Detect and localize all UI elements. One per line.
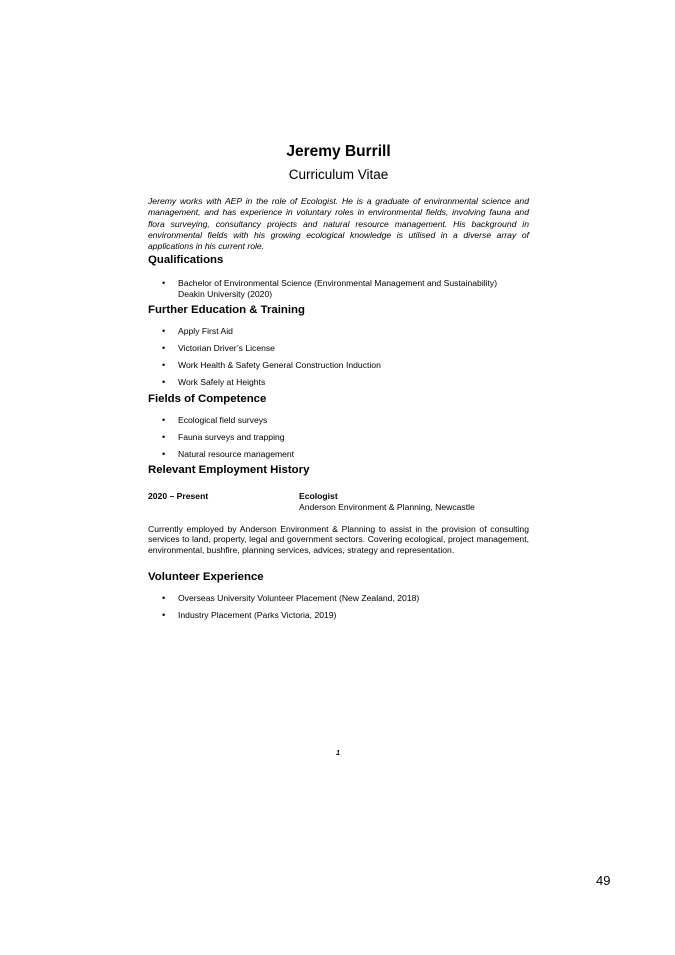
employment-period: 2020 – Present [148, 491, 209, 501]
list-item [148, 415, 529, 426]
bullet-icon: • [162, 432, 166, 442]
qualification-degree: Bachelor of Environmental Science (Environmental Management and Sustainability) [178, 278, 498, 288]
fields-of-competence-list [148, 415, 529, 466]
section-page-marker: 1 [336, 750, 340, 757]
page-number: 49 [596, 873, 611, 888]
list-item [148, 449, 529, 460]
volunteer-list [148, 593, 529, 627]
employment-role: Ecologist [299, 491, 338, 501]
list-item [148, 610, 529, 621]
bullet-icon: • [162, 278, 166, 288]
list-item [148, 593, 529, 604]
list-item-text: Ecological field surveys [178, 415, 268, 425]
list-item [148, 278, 529, 300]
list-item-text: Natural resource management [178, 449, 295, 459]
employment-organisation: Anderson Environment & Planning, Newcastle [299, 502, 475, 512]
bullet-icon: • [162, 360, 166, 370]
qualifications-list [148, 278, 529, 300]
fields-of-competence-heading: Fields of Competence [148, 393, 267, 405]
bullet-icon: • [162, 449, 166, 459]
qualifications-heading: Qualifications [148, 254, 224, 266]
bullet-icon: • [162, 377, 166, 387]
bullet-icon: • [162, 343, 166, 353]
cv-subtitle: Curriculum Vitae [288, 167, 389, 182]
bullet-icon: • [162, 326, 166, 336]
list-item [148, 326, 529, 337]
list-item-text: Industry Placement (Parks Victoria, 2019) [178, 610, 337, 620]
bullet-icon: • [162, 593, 166, 603]
list-item-text: Work Health & Safety General Construction Induction [178, 360, 381, 370]
list-item-text: Fauna surveys and trapping [178, 432, 285, 442]
further-education-heading: Further Education & Training [148, 304, 305, 316]
list-item [148, 432, 529, 443]
list-item-text: Work Safely at Heights [178, 377, 266, 387]
employment-description: Currently employed by Anderson Environment & Planning to assist in the provision of consulting services to land, property, legal and government sectors. Covering ecological, project management, environmental, bushfire, planning services, advices, strategy and representation. [148, 524, 529, 555]
list-item [148, 360, 529, 371]
volunteer-heading: Volunteer Experience [148, 571, 264, 583]
intro-paragraph: Jeremy works with AEP in the role of Ecologist. He is a graduate of environmental science and management, and has experience in voluntary roles in environmental fields, involving fauna and flora surveying, consultancy projects and natural resource management. His background in environmental fields with his growing ecological knowledge is utilised in a diverse array of applications in his current role. [148, 196, 529, 252]
cv-name: Jeremy Burrill [286, 143, 391, 160]
employment-heading: Relevant Employment History [148, 464, 310, 476]
bullet-icon: • [162, 610, 166, 620]
list-item [148, 343, 529, 354]
list-item [148, 377, 529, 388]
list-item-text: Apply First Aid [178, 326, 233, 336]
list-item-text: Overseas University Volunteer Placement (New Zealand, 2018) [178, 593, 420, 603]
further-education-list [148, 326, 529, 394]
qualification-institution: Deakin University (2020) [178, 289, 273, 299]
list-item-text: Victorian Driver’s License [178, 343, 275, 353]
bullet-icon: • [162, 415, 166, 425]
